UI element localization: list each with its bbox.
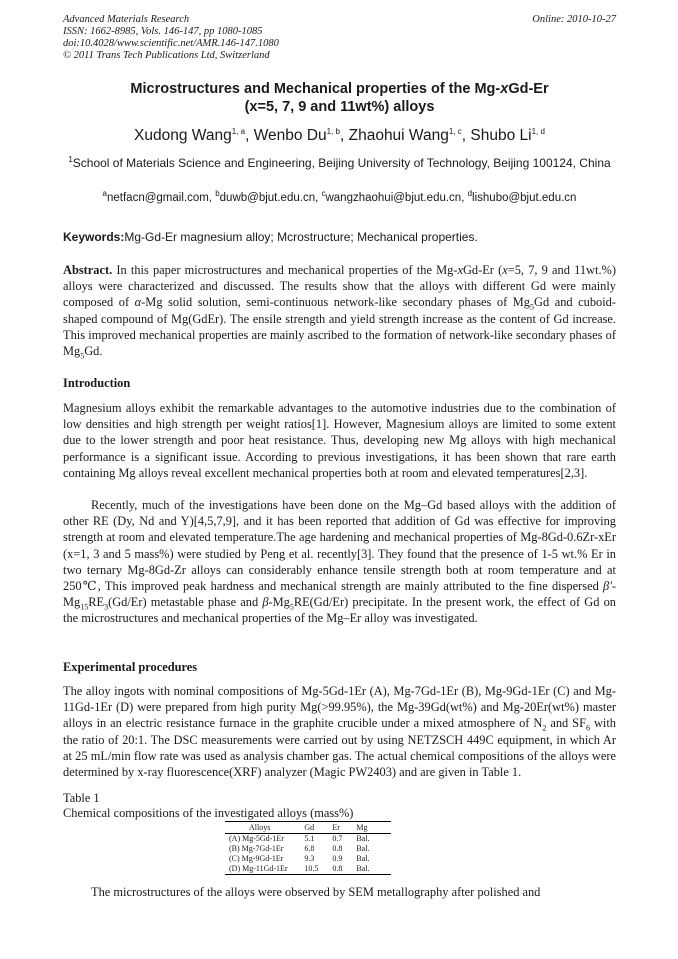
issn: ISSN: 1662-8985, Vols. 146-147, pp 1080-1085: [63, 26, 263, 37]
intro-sub: 3: [104, 602, 109, 612]
abstract-text: =5, 7, 9 and 11wt.%) alloys were characterized and discussed. The results show that the alloys with different Gd were mainly composed of: [63, 263, 616, 310]
experimental-text: and SF: [546, 716, 586, 731]
abstract: [63, 262, 616, 359]
doi: doi:10.4028/www.scientific.net/AMR.146-147.1080: [63, 38, 279, 49]
table-cell: Bal.: [356, 854, 370, 863]
intro-sub: 15: [80, 602, 89, 612]
abstract-text: Gd-Er (: [462, 263, 503, 277]
author-sep: ,: [339, 127, 349, 144]
author-sep: ,: [245, 127, 254, 144]
email-sup: c: [321, 189, 326, 199]
email-sup: d: [467, 189, 473, 199]
intro-paragraph-2: [63, 497, 616, 627]
experimental-text: with the ratio of 20:1. The DSC measurements were carried out by using NETZSCH 449C equipment, in which Ar at 25 mL/min flow rate was used as analysis chamber gas. The actual chemical compositions of the alloys were determined by x-ray fluorescence(XRF) analyzer (Magic PW2403) and are given in Table 1.: [63, 716, 616, 780]
table-cell: (C) Mg-9Gd-1Er: [229, 854, 284, 863]
copyright: © 2011 Trans Tech Publications Ltd, Switzerland: [63, 50, 270, 61]
author-sup: 1, c: [448, 126, 462, 136]
table-cell: 10.5: [300, 864, 328, 875]
table-caption: Chemical compositions of the investigated alloys (mass%): [63, 806, 354, 820]
table-cell: 6.8: [304, 844, 315, 853]
experimental-text: The alloy ingots with nominal compositions of Mg-5Gd-1Er (A), Mg-7Gd-1Er (B), Mg-9Gd-1Er (C) and Mg-11Gd-1Er (D) were prepared from high purity Mg(>99.95%), the Mg-39Gd(wt%) and Mg-20Er(wt%) master alloys in an electric resistance furnace in the graphite crucible under a mixed atmosphere of N: [63, 684, 616, 731]
table-cell: 0.9: [332, 854, 343, 863]
table-header: Gd: [300, 822, 328, 834]
online-date: Online: 2010-10-27: [532, 14, 616, 25]
keywords-text: Mg-Gd-Er magnesium alloy; Mcrostructure; Mechanical properties.: [124, 230, 478, 244]
table-cell: (D) Mg-11Gd-1Er: [225, 864, 300, 875]
table-cell: Bal.: [352, 864, 391, 875]
table-row: [225, 854, 391, 864]
intro-sub: 5: [289, 602, 294, 612]
abstract-text: Gd.: [84, 344, 103, 359]
author-sep: ,: [461, 127, 471, 144]
abstract-italic: x: [502, 263, 508, 277]
table-label: Table 1: [63, 791, 100, 805]
keywords-label: Keywords:: [63, 230, 125, 244]
intro-text: Recently, much of the investigations have been done on the Mg–Gd based alloys with the addition of other RE (Dy, Nd and Y)[4,5,7,9], and it has been reported that addition of Gd was effective for improving strength at room and elevated temperature.The age hardening and mechanical properties of Mg-8Gd-0.6Zr-xEr (x=1, 3 and 5 mass%) were studied by Peng et al. recently[3]. They found that the presence of 1-5 wt.% Er in two ternary Mg-8Gd-Zr alloys can considerably enhance tensile strength both at room temperature and at 250℃, This improved peak hardness and mechanical strength are mainly attributed to the fine dispersed: [63, 498, 616, 594]
abstract-alpha: α: [134, 295, 142, 310]
table-cell: (B) Mg-7Gd-1Er: [229, 844, 284, 853]
table-row: [225, 844, 391, 854]
author-list: [63, 127, 616, 145]
table-cell: 0.8: [332, 844, 343, 853]
affiliation: [63, 155, 616, 171]
intro-text: RE(Gd/Er) precipitate. In the present work, the effect of Gd on the microstructures and mechanical properties of the Mg–Er alloy was investigated.: [63, 595, 616, 626]
intro-beta: β': [603, 579, 612, 594]
table-cell: 0.7: [332, 834, 343, 843]
abstract-text: -Mg solid solution, semi-continuous network-like secondary phases of Mg: [141, 295, 531, 310]
introduction-heading: Introduction: [63, 376, 131, 390]
affiliation-sup: 1: [68, 155, 73, 164]
table-cell: (A) Mg-5Gd-1Er: [229, 834, 284, 843]
title-part: Gd-Er: [508, 81, 549, 97]
experimental-sub: 2: [542, 723, 547, 733]
abstract-label: Abstract.: [63, 263, 113, 277]
author-name: Wenbo Du: [253, 127, 327, 144]
intro-text: (Gd/Er) metastable phase and: [108, 595, 263, 610]
table-header: Er: [328, 822, 352, 834]
email-sup: b: [215, 189, 220, 199]
table-cell: Bal.: [356, 844, 370, 853]
email-address[interactable]: wangzhaohui@bjut.edu.cn,: [325, 192, 468, 204]
keywords: [63, 230, 616, 244]
author-name: Shubo Li: [470, 127, 532, 144]
table-cell: 0.8: [328, 864, 352, 875]
experimental-paragraph: [63, 683, 616, 780]
table-cell: 9.3: [304, 854, 315, 863]
paper-title: [63, 80, 616, 116]
experimental-sub: 6: [585, 723, 590, 733]
title-italic-x: x: [500, 81, 509, 97]
author-sup: 1, d: [531, 126, 545, 136]
author-name: Xudong Wang: [134, 127, 232, 144]
journal-name: Advanced Materials Research: [63, 14, 190, 25]
composition-table: [225, 821, 391, 875]
email-address[interactable]: lishubo@bjut.edu.cn: [472, 192, 577, 204]
page-header: [63, 14, 616, 62]
author-sup: 1, b: [326, 126, 340, 136]
author-name: Zhaohui Wang: [348, 127, 449, 144]
intro-beta: β: [262, 595, 269, 610]
abstract-italic: x: [457, 263, 463, 277]
abstract-sub: 5: [80, 351, 85, 361]
email-list: [63, 189, 616, 204]
table-cell: Bal.: [356, 834, 370, 843]
abstract-sub: 5: [530, 302, 535, 312]
table-row: [225, 864, 391, 875]
abstract-text: In this paper microstructures and mechanical properties of the Mg-: [112, 263, 458, 277]
title-line-2: (x=5, 7, 9 and 11wt%) alloys: [244, 99, 435, 115]
email-sup: a: [102, 189, 107, 199]
intro-text: -Mg: [63, 579, 616, 610]
table-header: Mg: [352, 822, 391, 834]
experimental-heading: Experimental procedures: [63, 660, 198, 674]
affiliation-text: School of Materials Science and Engineering, Beijing University of Technology, Beijing 100124, China: [72, 156, 611, 170]
email-address[interactable]: netfacn@gmail.com,: [107, 192, 216, 204]
table-header-row: [225, 822, 391, 834]
intro-text: RE: [88, 595, 105, 610]
table-header: Alloys: [225, 822, 300, 834]
body-last-line: The microstructures of the alloys were observed by SEM metallography after polished and: [91, 885, 541, 899]
abstract-text: Gd and cuboid-shaped compound of Mg(GdEr). The ensile strength and yield strength increase as the content of Gd increase. This improved mechanical properties are mainly ascribed to the formation of network-like secondary phases of Mg: [63, 295, 616, 359]
title-part: Microstructures and Mechanical properties of the Mg-: [130, 81, 501, 97]
intro-text: -Mg: [268, 595, 290, 610]
email-address[interactable]: duwb@bjut.edu.cn,: [219, 192, 322, 204]
table-cell: 5.1: [304, 834, 315, 843]
intro-paragraph-1: Magnesium alloys exhibit the remarkable advantages to the automotive industries due to the combination of low densities and high strength per weight ratios[1]. However, Magnesium alloys are limited to some extent due to the lower strength and poor heat resistance. Thus, developing new Mg alloys with high mechanical performance is a significant issue. According to previous investigations, it has been shown that rare earth containing Mg alloys reveal excellent mechanical properties both at room and elevated temperatures[2,3].: [63, 401, 616, 480]
author-sup: 1, a: [231, 126, 246, 136]
table-row: [225, 834, 391, 845]
